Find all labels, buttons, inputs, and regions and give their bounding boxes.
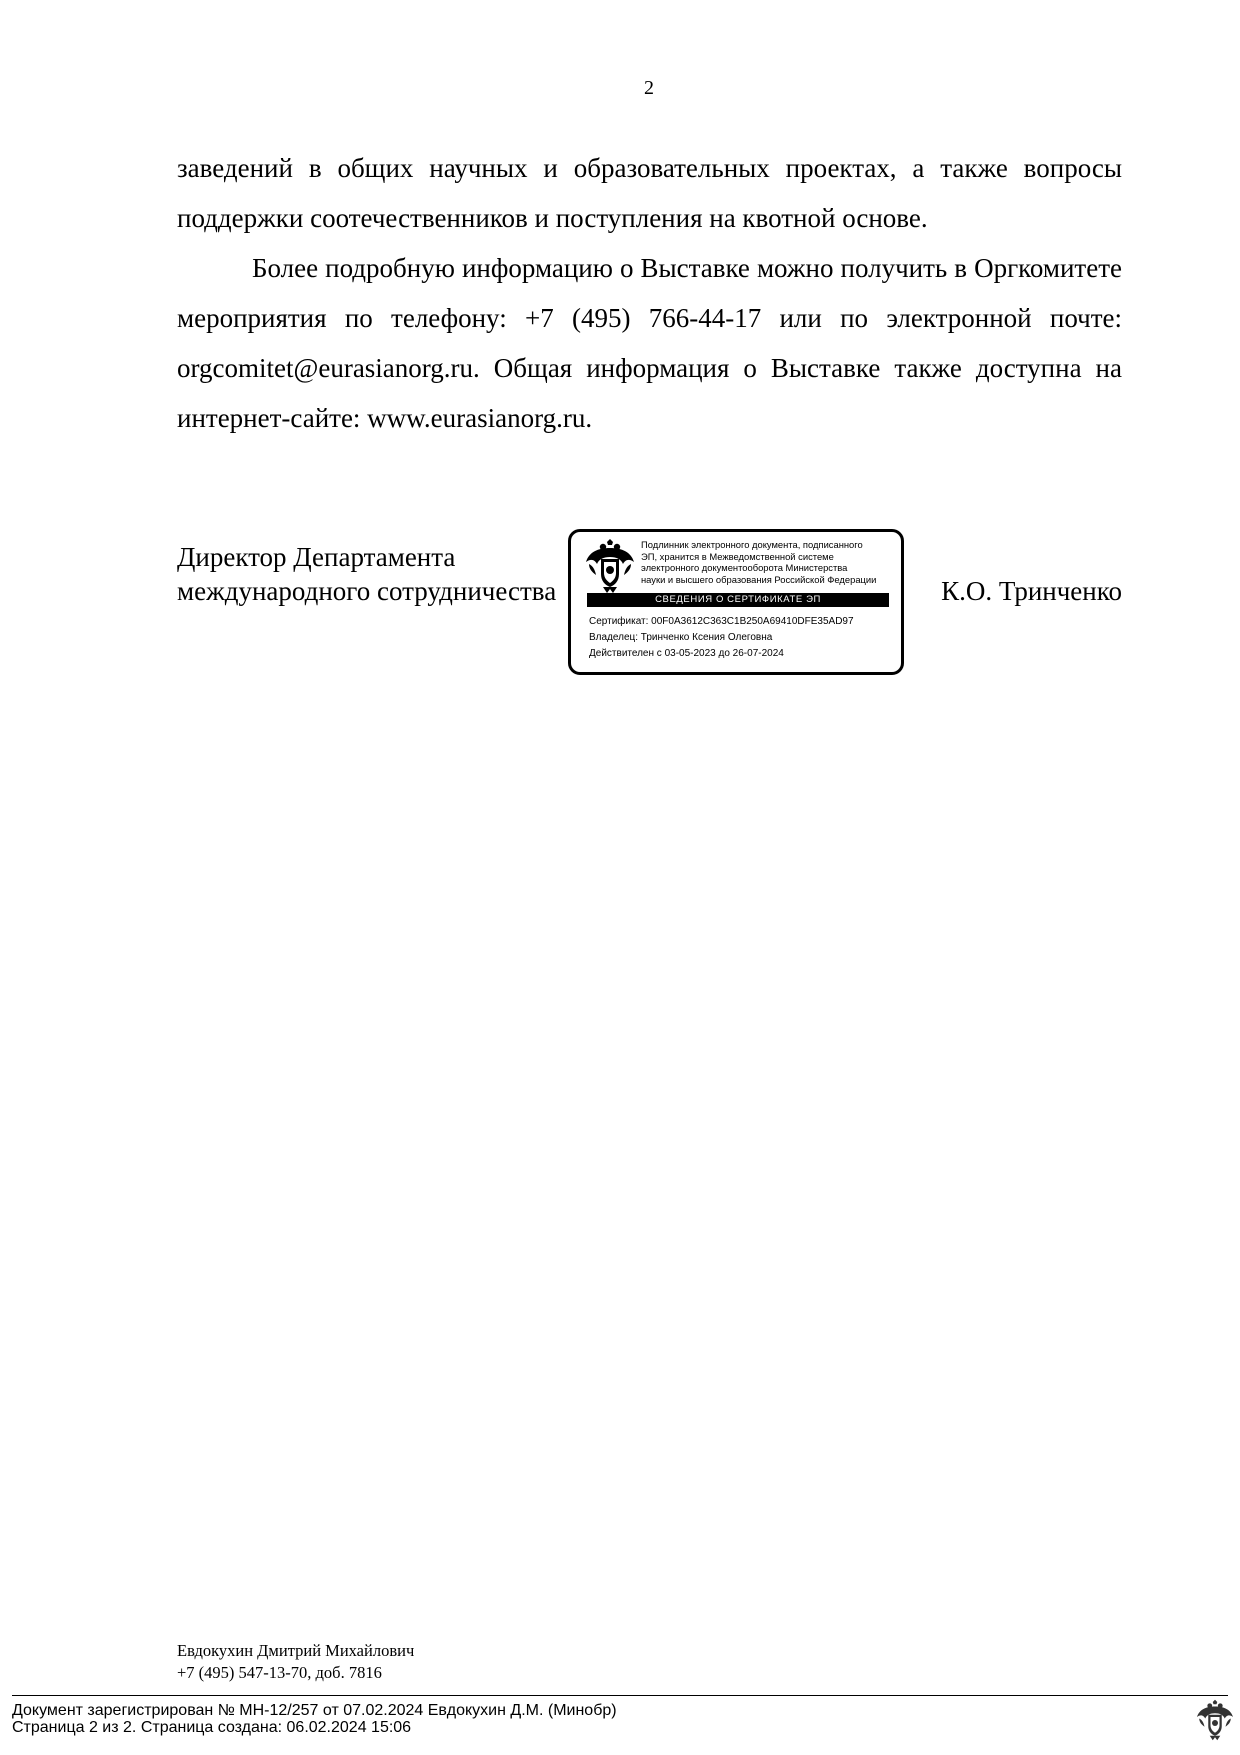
electronic-signature-stamp <box>568 529 904 675</box>
eagle-emblem-icon <box>1196 1699 1234 1741</box>
footer-page-line: Страница 2 из 2. Страница создана: 06.02.2024 15:06 <box>12 1719 412 1736</box>
executor-phone: +7 (495) 547-13-70, доб. 7816 <box>177 1663 382 1682</box>
stamp-header-line: Подлинник электронного документа, подписанного <box>641 539 863 550</box>
executor-name: Евдокухин Дмитрий Михайлович <box>177 1641 415 1660</box>
footer-divider <box>12 1695 1228 1696</box>
signatory-name: К.О. Тринченко <box>941 576 1122 606</box>
signatory-position-line-1: Директор Департамента <box>177 542 456 572</box>
stamp-owner: Владелец: Тринченко Ксения Олеговна <box>589 632 773 643</box>
stamp-header-line: ЭП, хранится в Межведомственной системе <box>641 550 834 562</box>
executor-info <box>177 1640 414 1684</box>
signatory-position-line-2: международного сотрудничества <box>177 576 557 606</box>
stamp-certificate-title: СВЕДЕНИЯ О СЕРТИФИКАТЕ ЭП <box>587 593 889 607</box>
page-number: 2 <box>644 77 654 99</box>
stamp-header-line: электронного документооборота Министерства <box>641 562 848 573</box>
letter-body <box>177 143 1122 443</box>
signatory-position <box>177 540 556 608</box>
body-paragraph-1: заведений в общих научных и образовательных проектах, а также вопросы поддержки соотечественников и поступления на квотной основе. <box>177 153 1122 233</box>
eagle-emblem-icon <box>585 538 635 594</box>
stamp-validity: Действителен с 03-05-2023 до 26-07-2024 <box>589 648 784 659</box>
stamp-header-line: науки и высшего образования Российской Федерации <box>641 573 877 585</box>
body-paragraph-2: Более подробную информацию о Выставке можно получить в Оргкомитете мероприятия по телефону: +7 (495) 766-44-17 или по электронной почте: orgcomitet@eurasianorg.ru. Общая информация о Выставке также доступна на интернет-сайте: www.eurasianorg.ru. <box>177 253 1122 433</box>
registration-footer <box>12 1702 617 1736</box>
footer-registration-line: Документ зарегистрирован № МН-12/257 от 07.02.2024 Евдокухин Д.М. (Минобр) <box>12 1702 617 1719</box>
stamp-certificate-number: Сертификат: 00F0A3612C363C1B250A69410DFE35AD97 <box>589 616 854 627</box>
stamp-header <box>641 539 903 585</box>
